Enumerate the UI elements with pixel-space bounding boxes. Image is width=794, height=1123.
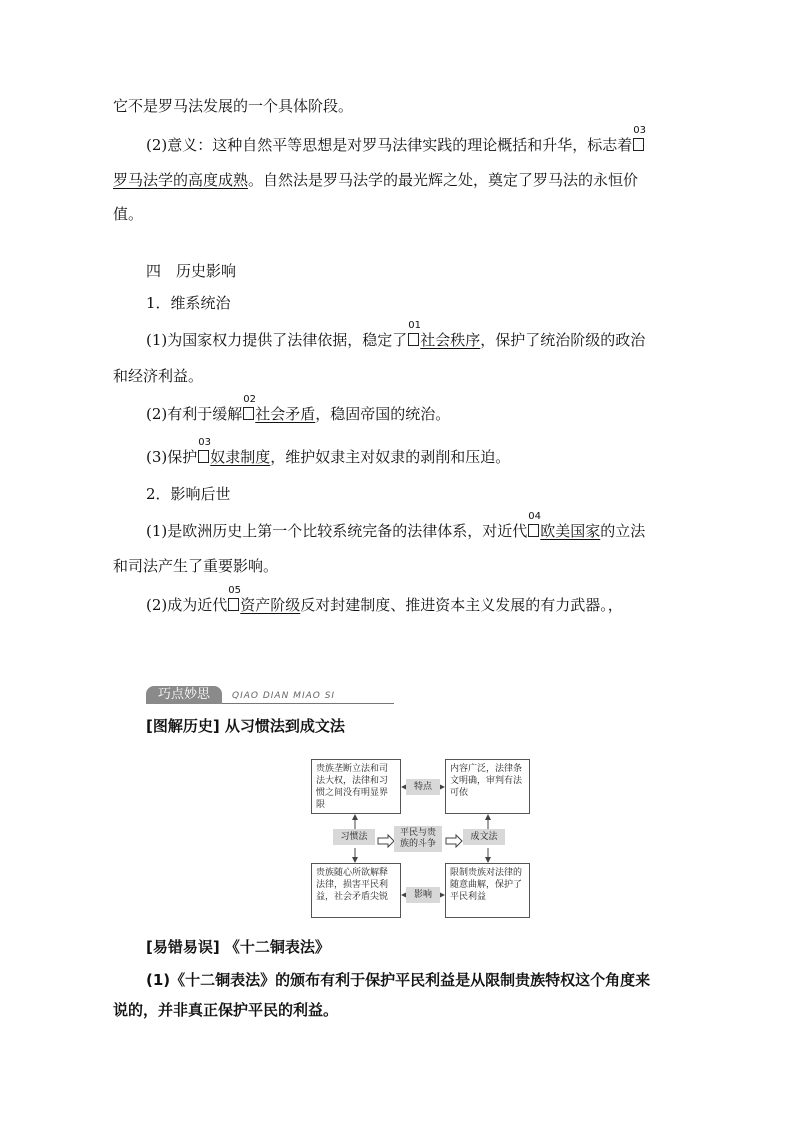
text-span: ，维护奴隶主对奴隶的剥削和压迫。 xyxy=(270,448,511,466)
text-line: (1)《十二铜表法》的颁布有利于保护平民利益是从限制贵族特权这个角度来 xyxy=(146,971,651,989)
text-span: (1)是欧洲历史上第一个比较系统完备的法律体系，对近代 xyxy=(146,522,528,540)
fill-blank-answer: 奴隶制度 xyxy=(210,448,271,466)
diagram-label-struggle: 平民与贵族的斗争 xyxy=(394,826,442,852)
banner-subtitle: QIAO DIAN MIAO SI xyxy=(232,691,336,701)
mistakes-heading: [易错易误] 《十二铜表法》 xyxy=(146,938,330,956)
text-span: (2)成为近代 xyxy=(146,596,228,614)
text-line: 值。 xyxy=(113,205,144,223)
text-span: (1)为国家权力提供了法律依据，稳定了 xyxy=(146,331,408,349)
fill-blank-answer: 资产阶级 xyxy=(240,596,301,614)
diagram-label-features: 特点 xyxy=(406,779,440,795)
diagram-heading: [图解历史] 从习惯法到成文法 xyxy=(146,717,345,735)
fill-blank-answer: 欧美国家 xyxy=(540,522,601,540)
blank-number: 01 xyxy=(408,320,421,331)
diagram-label-written-law: 成文法 xyxy=(463,829,505,845)
fill-blank-answer: 社会矛盾 xyxy=(255,405,316,423)
text-span: 。自然法是罗马法学的最光辉之处，奠定了罗马法的永恒价 xyxy=(248,171,639,189)
banner-title: 巧点妙思 xyxy=(146,686,222,704)
fill-blank-answer: 社会秩序 xyxy=(420,331,481,349)
text-span: 的立法 xyxy=(600,522,646,540)
fill-blank-answer: 罗马法学的高度成熟 xyxy=(113,171,249,189)
text-span: ，稳固帝国的统治。 xyxy=(315,405,451,423)
diagram-box-customary-law-impact: 贵族随心所欲解释法律，损害平民利益，社会矛盾尖锐 xyxy=(311,863,401,918)
text-span: (2)有利于缓解 xyxy=(146,405,243,423)
text-span: (2)意义：这种自然平等思想是对罗马法律实践的理论概括和升华，标志着 xyxy=(146,136,633,154)
text-line: 说的，并非真正保护平民的利益。 xyxy=(113,1001,339,1019)
text-line: 和司法产生了重要影响。 xyxy=(113,557,279,575)
text-span: ，保护了统治阶级的政治 xyxy=(480,331,646,349)
diagram-box-written-law-impact: 限制贵族对法律的随意曲解，保护了平民利益 xyxy=(445,863,530,918)
text-span: (3)保护 xyxy=(146,448,198,466)
subsection-heading: 2．影响后世 xyxy=(146,485,231,503)
blank-number: 02 xyxy=(243,394,256,405)
blank-number: 03 xyxy=(198,437,211,448)
diagram-label-customary-law: 习惯法 xyxy=(333,829,375,845)
diagram-box-written-law-traits: 内容广泛，法律条文明确，审判有法可依 xyxy=(445,759,530,814)
diagram-box-customary-law-traits: 贵族垄断立法和司法大权，法律和习惯之间没有明显界限 xyxy=(311,759,401,814)
text-line: 和经济利益。 xyxy=(113,367,204,385)
text-line: 它不是罗马法发展的一个具体阶段。 xyxy=(113,97,354,115)
text-span: 反对封建制度、推进资本主义发展的有力武器。， xyxy=(300,596,623,614)
subsection-heading: 1．维系统治 xyxy=(146,294,231,312)
blank-number: 05 xyxy=(228,585,241,596)
blank-number: 03 xyxy=(633,125,646,136)
section-heading: 四 历史影响 xyxy=(146,262,237,280)
diagram-label-impact: 影响 xyxy=(406,887,440,903)
blank-number: 04 xyxy=(528,511,541,522)
